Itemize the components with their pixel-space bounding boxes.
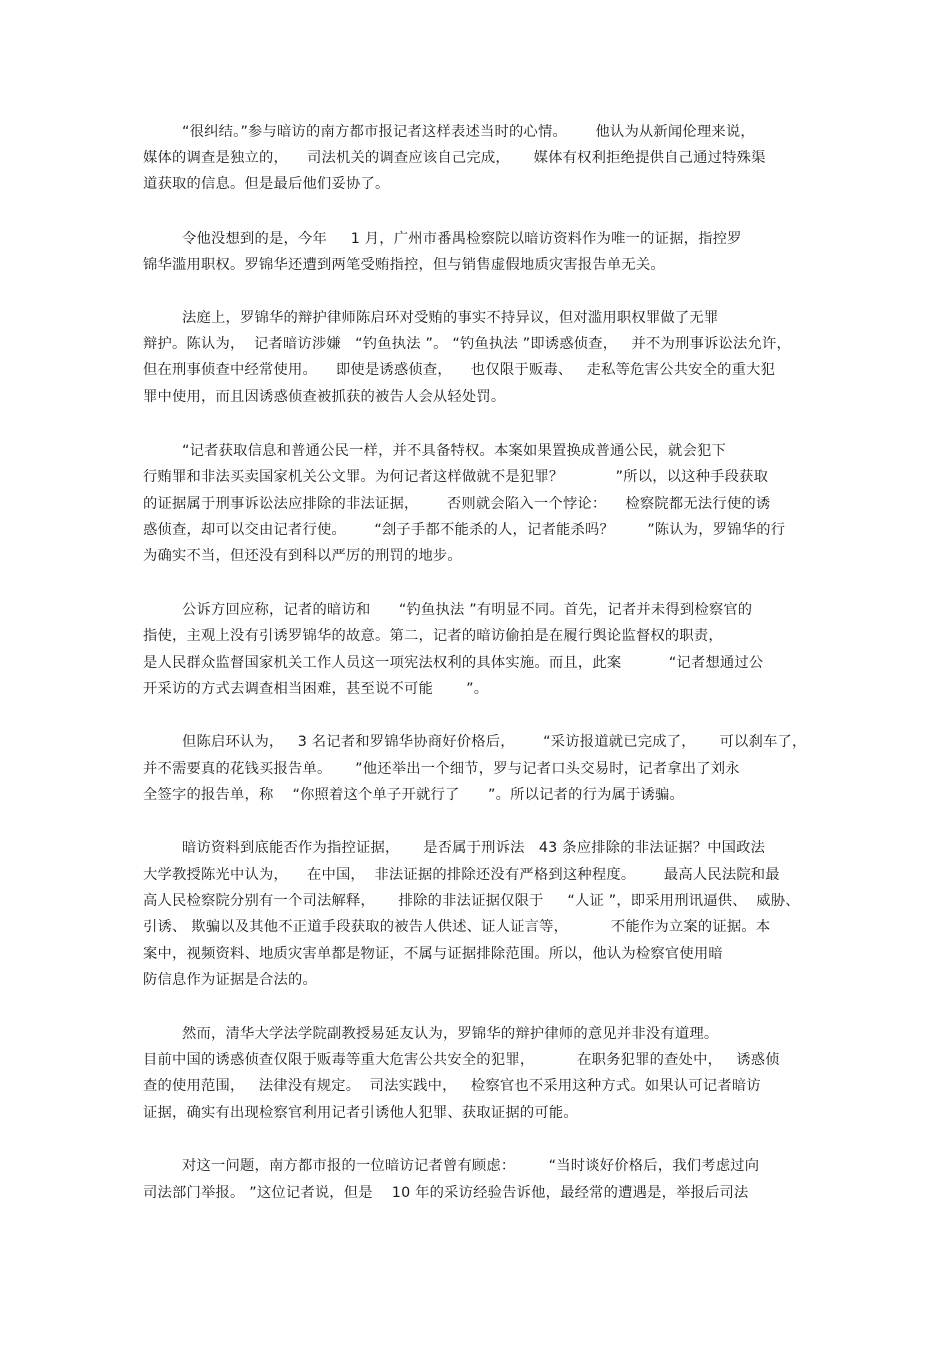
text-line: 法庭上，罗锦华的辩护律师陈启环对受贿的事实不持异议，但对滥用职权罪做了无罪 (182, 310, 719, 326)
text-line: 辩护。陈认为， 记者暗访涉嫌 “钓鱼执法 ”。 “钓鱼执法 ”即诱惑侦查， 并不为刑事诉讼法允许， (143, 336, 791, 352)
text-line: 对这一问题，南方都市报的一位暗访记者曾有顾虑： “当时谈好价格后，我们考虑过向 (182, 1158, 760, 1174)
text-line: 道获取的信息。但是最后他们妥协了。 (143, 176, 390, 192)
text-line: “记者获取信息和普通公民一样，并不具备特权。本案如果置换成普通公民，就会犯下 (182, 443, 726, 459)
text-line: “很纠结。”参与暗访的南方都市报记者这样表述当时的心情。 他认为从新闻伦理来说， (182, 124, 755, 140)
text-line: 但陈启环认为， 3 名记者和罗锦华协商好价格后， “采访报道就已完成了， 可以刹车了， (182, 734, 807, 750)
text-line: 公诉方回应称，记者的暗访和 “钓鱼执法 ”有明显不同。首先，记者并未得到检察官的 (182, 602, 753, 618)
text-line: 行贿罪和非法买卖国家机关公文罪。为何记者这样做就不是犯罪？ ”所以，以这种手段获取 (143, 469, 769, 485)
text-line: 查的使用范围， 法律没有规定。 司法实践中， 检察官也不采用这种方式。如果认可记者暗访 (143, 1078, 761, 1094)
text-line: 锦华滥用职权。罗锦华还遭到两笔受贿指控，但与销售虚假地质灾害报告单无关。 (143, 257, 665, 273)
text-line: 令他没想到的是，今年 1 月，广州市番禺检察院以暗访资料作为唯一的证据，指控罗 (182, 231, 742, 247)
text-line: 暗访资料到底能否作为指控证据， 是否属于刑诉法 43 条应排除的非法证据？中国政法 (182, 840, 766, 856)
text-line: 案中，视频资料、地质灾害单都是物证，不属与证据排除范围。所以，他认为检察官使用暗 (143, 946, 723, 962)
text-line: 并不需要真的花钱买报告单。 ”他还举出一个细节，罗与记者口头交易时，记者拿出了刘永 (143, 761, 740, 777)
text-line: 然而，清华大学法学院副教授易延友认为，罗锦华的辩护律师的意见并非没有道理。 (182, 1026, 719, 1042)
text-line: 但在刑事侦查中经常使用。 即使是诱惑侦查， 也仅限于贩毒、 走私等危害公共安全的重大犯 (143, 362, 776, 378)
text-line: 高人民检察院分别有一个司法解释， 排除的非法证据仅限于 “人证 ”，即采用刑讯逼供、 威胁、 (143, 893, 800, 909)
text-line: 司法部门举报。 ”这位记者说，但是 10 年的采访经验告诉他，最经常的遭遇是，举报后司法 (143, 1185, 749, 1201)
text-line: 引诱、 欺骗以及其他不正道手段获取的被告人供述、证人证言等， 不能作为立案的证据。本 (143, 919, 771, 935)
text-line: 防信息作为证据是合法的。 (143, 972, 317, 988)
text-line: 为确实不当，但还没有到科以严厉的刑罚的地步。 (143, 548, 462, 564)
text-line: 媒体的调查是独立的， 司法机关的调查应该自己完成， 媒体有权利拒绝提供自己通过特殊渠 (143, 150, 766, 166)
text-line: 目前中国的诱惑侦查仅限于贩毒等重大危害公共安全的犯罪， 在职务犯罪的查处中， 诱惑侦 (143, 1052, 780, 1068)
text-line: 大学教授陈光中认为， 在中国， 非法证据的排除还没有严格到这种程度。 最高人民法院和最 (143, 867, 780, 883)
text-line: 惑侦查，却可以交由记者行使。 “刽子手都不能杀的人，记者能杀吗？ ”陈认为，罗锦华的行 (143, 522, 786, 538)
text-line: 指使，主观上没有引诱罗锦华的故意。第二，记者的暗访偷拍是在履行舆论监督权的职责， (143, 628, 723, 644)
text-line: 是人民群众监督国家机关工作人员这一项宪法权利的具体实施。而且，此案 “记者想通过公 (143, 655, 764, 671)
text-line: 全签字的报告单，称 “你照着这个单子开就行了 ”。所以记者的行为属于诱骗。 (143, 787, 685, 803)
text-line: 的证据属于刑事诉讼法应排除的非法证据， 否则就会陷入一个悖论： 检察院都无法行使的诱 (143, 496, 771, 512)
text-line: 证据，确实有出现检察官利用记者引诱他人犯罪、获取证据的可能。 (143, 1105, 578, 1121)
text-line: 罪中使用，而且因诱惑侦查被抓获的被告人会从轻处罚。 (143, 389, 506, 405)
text-line: 开采访的方式去调查相当困难，甚至说不可能 ”。 (143, 681, 489, 697)
